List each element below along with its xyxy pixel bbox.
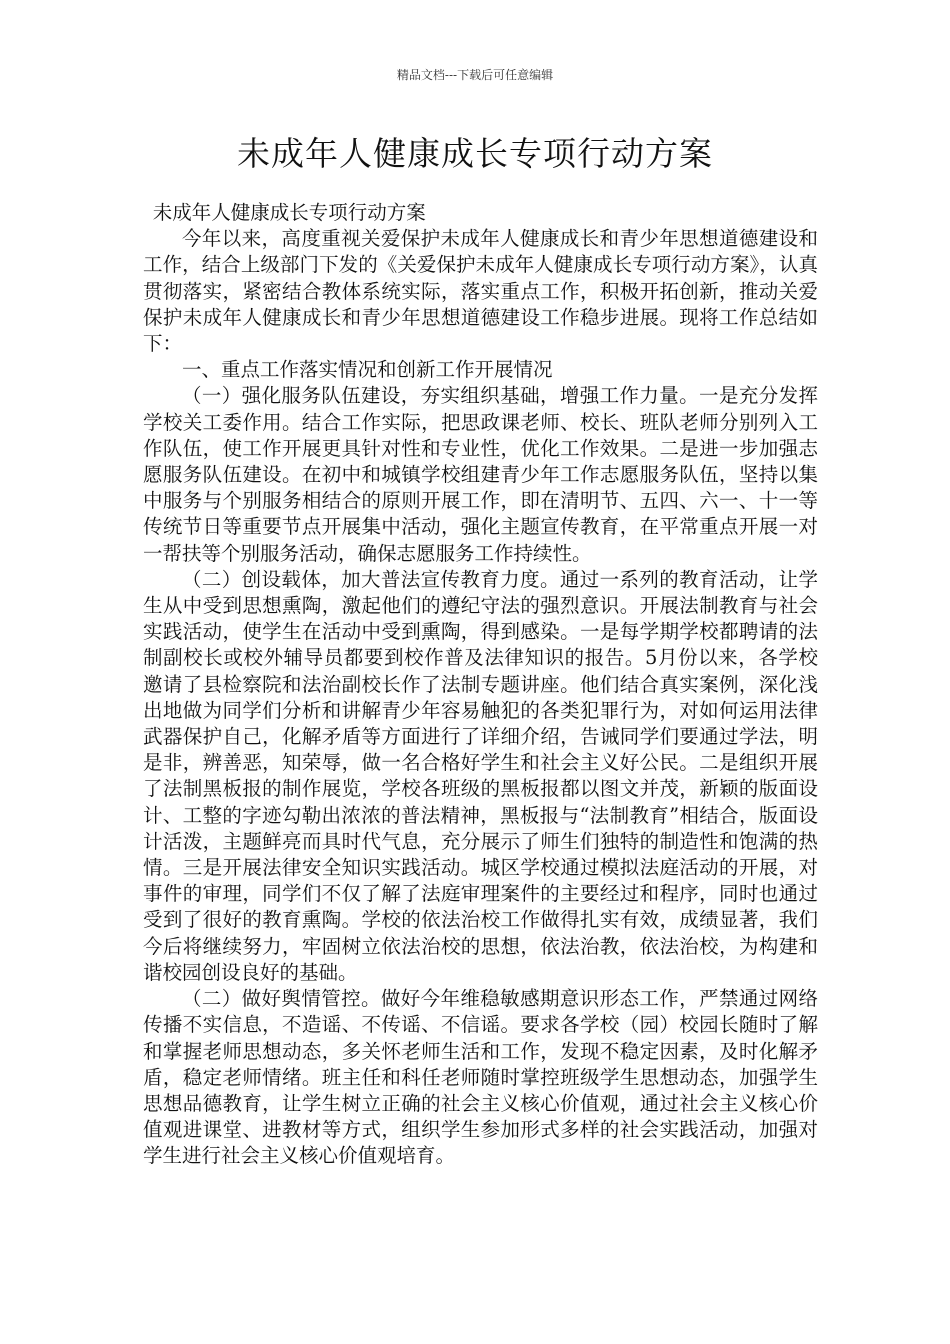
document-body — [143, 200, 818, 1170]
document-subtitle: 未成年人健康成长专项行动方案 — [152, 201, 426, 224]
paragraph-legal-education: （二）创设载体，加大普法宣传教育力度。通过一系列的教育活动，让学生从中受到思想熏陶，激起他们的遵纪守法的强烈意识。开展法制教育与社会实践活动，使学生在活动中受到熏陶，得到感染。一是每学期学校都聘请的法制副校长或校外辅导员都要到校作普及法律知识的报告。5月份以来，各学校邀请了县检察院和法治副校长作了法制专题讲座。他们结合真实案例，深化浅出地做为同学们分析和讲解青少年容易触犯的各类犯罪行为，对如何运用法律武器保护自己，化解矛盾等方面进行了详细介绍，告诫同学们要通过学法，明是非，辨善恶，知荣辱，做一名合格好学生和社会主义好公民。二是组织开展了法制黑板报的制作展览，学校各班级的黑板报都以图文并茂，新颖的版面设计、工整的字迹勾勒出浓浓的普法精神，黑板报与“法制教育”相结合，版面设计活泼，主题鲜亮而具时代气息，充分展示了师生们独特的制造性和饱满的热情。三是开展法律安全知识实践活动。城区学校通过模拟法庭活动的开展，对事件的审理，同学们不仅了解了法庭审理案件的主要经过和程序，同时也通过受到了很好的教育熏陶。学校的依法治校工作做得扎实有效，成绩显著，我们今后将继续努力，牢固树立依法治校的思想，依法治教，依法治校，为构建和谐校园创设良好的基础。 — [143, 567, 818, 984]
intro-paragraph: 今年以来，高度重视关爱保护未成年人健康成长和青少年思想道德建设和工作，结合上级部门下发的《关爱保护未成年人健康成长专项行动方案》，认真贯彻落实，紧密结合教体系统实际，落实重点工作，积极开拓创新，推动关爱保护未成年人健康成长和青少年思想道德建设工作稳步进展。现将工作总结如下： — [143, 227, 818, 356]
header-note: 精品文档---下载后可任意编辑 — [396, 68, 554, 82]
document-title: 未成年人健康成长专项行动方案 — [237, 134, 713, 173]
section-heading: 一、重点工作落实情况和创新工作开展情况 — [182, 358, 553, 382]
paragraph-public-opinion: （二）做好舆情管控。做好今年维稳敏感期意识形态工作，严禁通过网络传播不实信息，不造谣、不传谣、不信谣。要求各学校（园）校园长随时了解和掌握老师思想动态，多关怀老师生活和工作，发现不稳定因素，及时化解矛盾，稳定老师情绪。班主任和科任老师随时掌控班级学生思想动态，加强学生思想品德教育，让学生树立正确的社会主义核心价值观，通过社会主义核心价值观进课堂、进教材等方式，组织学生参加形式多样的社会实践活动，加强对学生进行社会主义核心价值观培育。 — [143, 987, 818, 1168]
paragraph-service-team: （一）强化服务队伍建设，夯实组织基础，增强工作力量。一是充分发挥学校关工委作用。结合工作实际，把思政课老师、校长、班队老师分别列入工作队伍，使工作开展更具针对性和专业性，优化工作效果。二是进一步加强志愿服务队伍建设。在初中和城镇学校组建青少年工作志愿服务队伍，坚持以集中服务与个别服务相结合的原则开展工作，即在清明节、五四、六一、十一等传统节日等重要节点开展集中活动，强化主题宣传教育，在平常重点开展一对一帮扶等个别服务活动，确保志愿服务工作持续性。 — [143, 384, 818, 565]
